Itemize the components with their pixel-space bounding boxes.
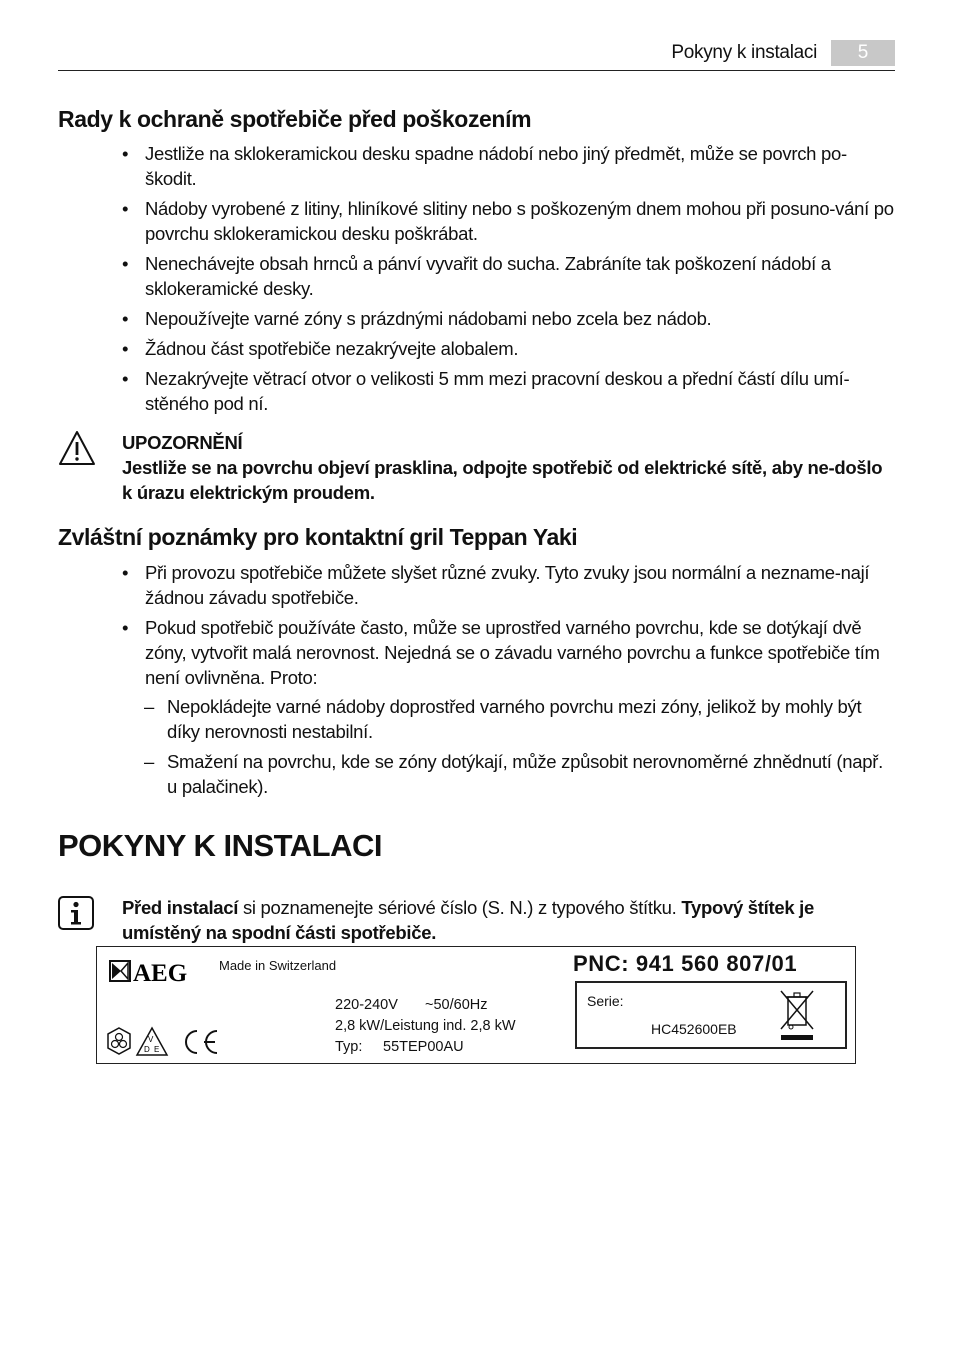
list-item: • Při provozu spotřebiče můžete slyšet různé zvuky. Tyto zvuky jsou normální a neznamе-nají žádnou závadu spotřebiče. [122,560,894,610]
info-bold-lead: Před instalací [122,897,239,918]
list-item-text: Pokud spotřebič používáte často, může se uprostřed varného povrchu, kde se dotýkají dvě zóny, vytvořit malá nerovnost. Nejedná se o závadu varného povrchu a funkce spotřebiče tím není ovlivněna. Proto: [145,617,880,688]
header-title: Pokyny k instalaci [671,42,817,63]
warning-triangle-icon [58,430,96,466]
aeg-logo [109,959,215,985]
svg-text:D: D [144,1045,150,1054]
pnc-number: PNC: 941 560 807/01 [573,951,798,976]
info-text [122,895,894,945]
frequency: ~50/60Hz [425,997,488,1013]
page-number: 5 [831,40,895,66]
serie-label: Serie: [587,993,624,1009]
list-item: • Nádoby vyrobené z litiny, hliníkové slitiny nebo s poškozeným dnem mohou při posuno-vání po povrchu sklokeramickou desku poškrábat. [122,196,894,246]
teppan-yaki-list [122,560,894,804]
ce-mark-icon [186,1031,197,1053]
page-header [58,40,895,71]
power-rating: 2,8 kW/Leistung ind. 2,8 kW [335,1018,516,1034]
svg-text:E: E [154,1045,160,1054]
voltage: 220-240V [335,997,398,1013]
list-item: • Nenechávejte obsah hrnců a pánví vyvařit do sucha. Zabráníte tak poškození nádobí a sklokeramické desky. [122,251,894,301]
electrical-specs [335,995,516,1058]
made-in-text: Made in Switzerland [219,958,337,973]
weee-bin-icon [779,989,815,1045]
warning-text: Jestliže se na povrchu objeví prasklina, odpojte spotřebič od elektrické sítě, aby ne-došlo k úrazu elektrickým proudem. [122,457,883,503]
rating-plate [96,946,856,1064]
model-number: HC452600EB [651,1021,737,1037]
warning-block [122,430,894,505]
sub-list-item: – Nepokládejte varné nádoby doprostřed varného povrchu mezi zóny, jelikož by mohly být díky nerovnosti nestabilní. [144,694,894,744]
sub-list [145,694,894,799]
list-item [122,615,894,799]
serial-box [575,981,847,1049]
info-bold-tail: Typový štítek je umístěný na spodní části spotřebiče. [122,897,814,943]
type-label: Typ: [335,1039,363,1055]
warning-title: UPOZORNĚNÍ [122,432,243,453]
list-item: • Nezakrývejte větrací otvor o velikosti 5 mm mezi pracovní deskou a přední částí dílu umí-stěného pod ní. [122,366,894,416]
list-item: • Žádnou část spotřebiče nezakrývejte alobalem. [122,336,894,361]
list-item: • Nepoužívejte varné zóny s prázdnými nádobami nebo zcela bez nádob. [122,306,894,331]
protection-list [122,141,894,421]
sub-list-item: – Smažení na povrchu, kde se zóny dotýkají, může způsobit nerovnoměrné zhnědnutí (např. u palačinek). [144,749,894,799]
certification-marks [105,1025,225,1059]
list-item: • Jestliže na sklokeramickou desku spadne nádobí nebo jiný předmět, může se povrch po-škodit. [122,141,894,191]
section-heading-protection: Rady k ochraně spotřebiče před poškozením [58,106,532,132]
section-heading-teppan-yaki: Zvláštní poznámky pro kontaktní gril Teppan Yaki [58,524,578,550]
svg-text:AEG: AEG [133,960,188,985]
info-body: si poznamenejte sériové číslo (S. N.) z typového štítku. [238,897,682,918]
info-icon [58,896,94,930]
svg-text:V: V [148,1035,154,1044]
type-value: 55TEP00AU [383,1039,464,1055]
main-heading: POKYNY K INSTALACI [58,828,382,863]
